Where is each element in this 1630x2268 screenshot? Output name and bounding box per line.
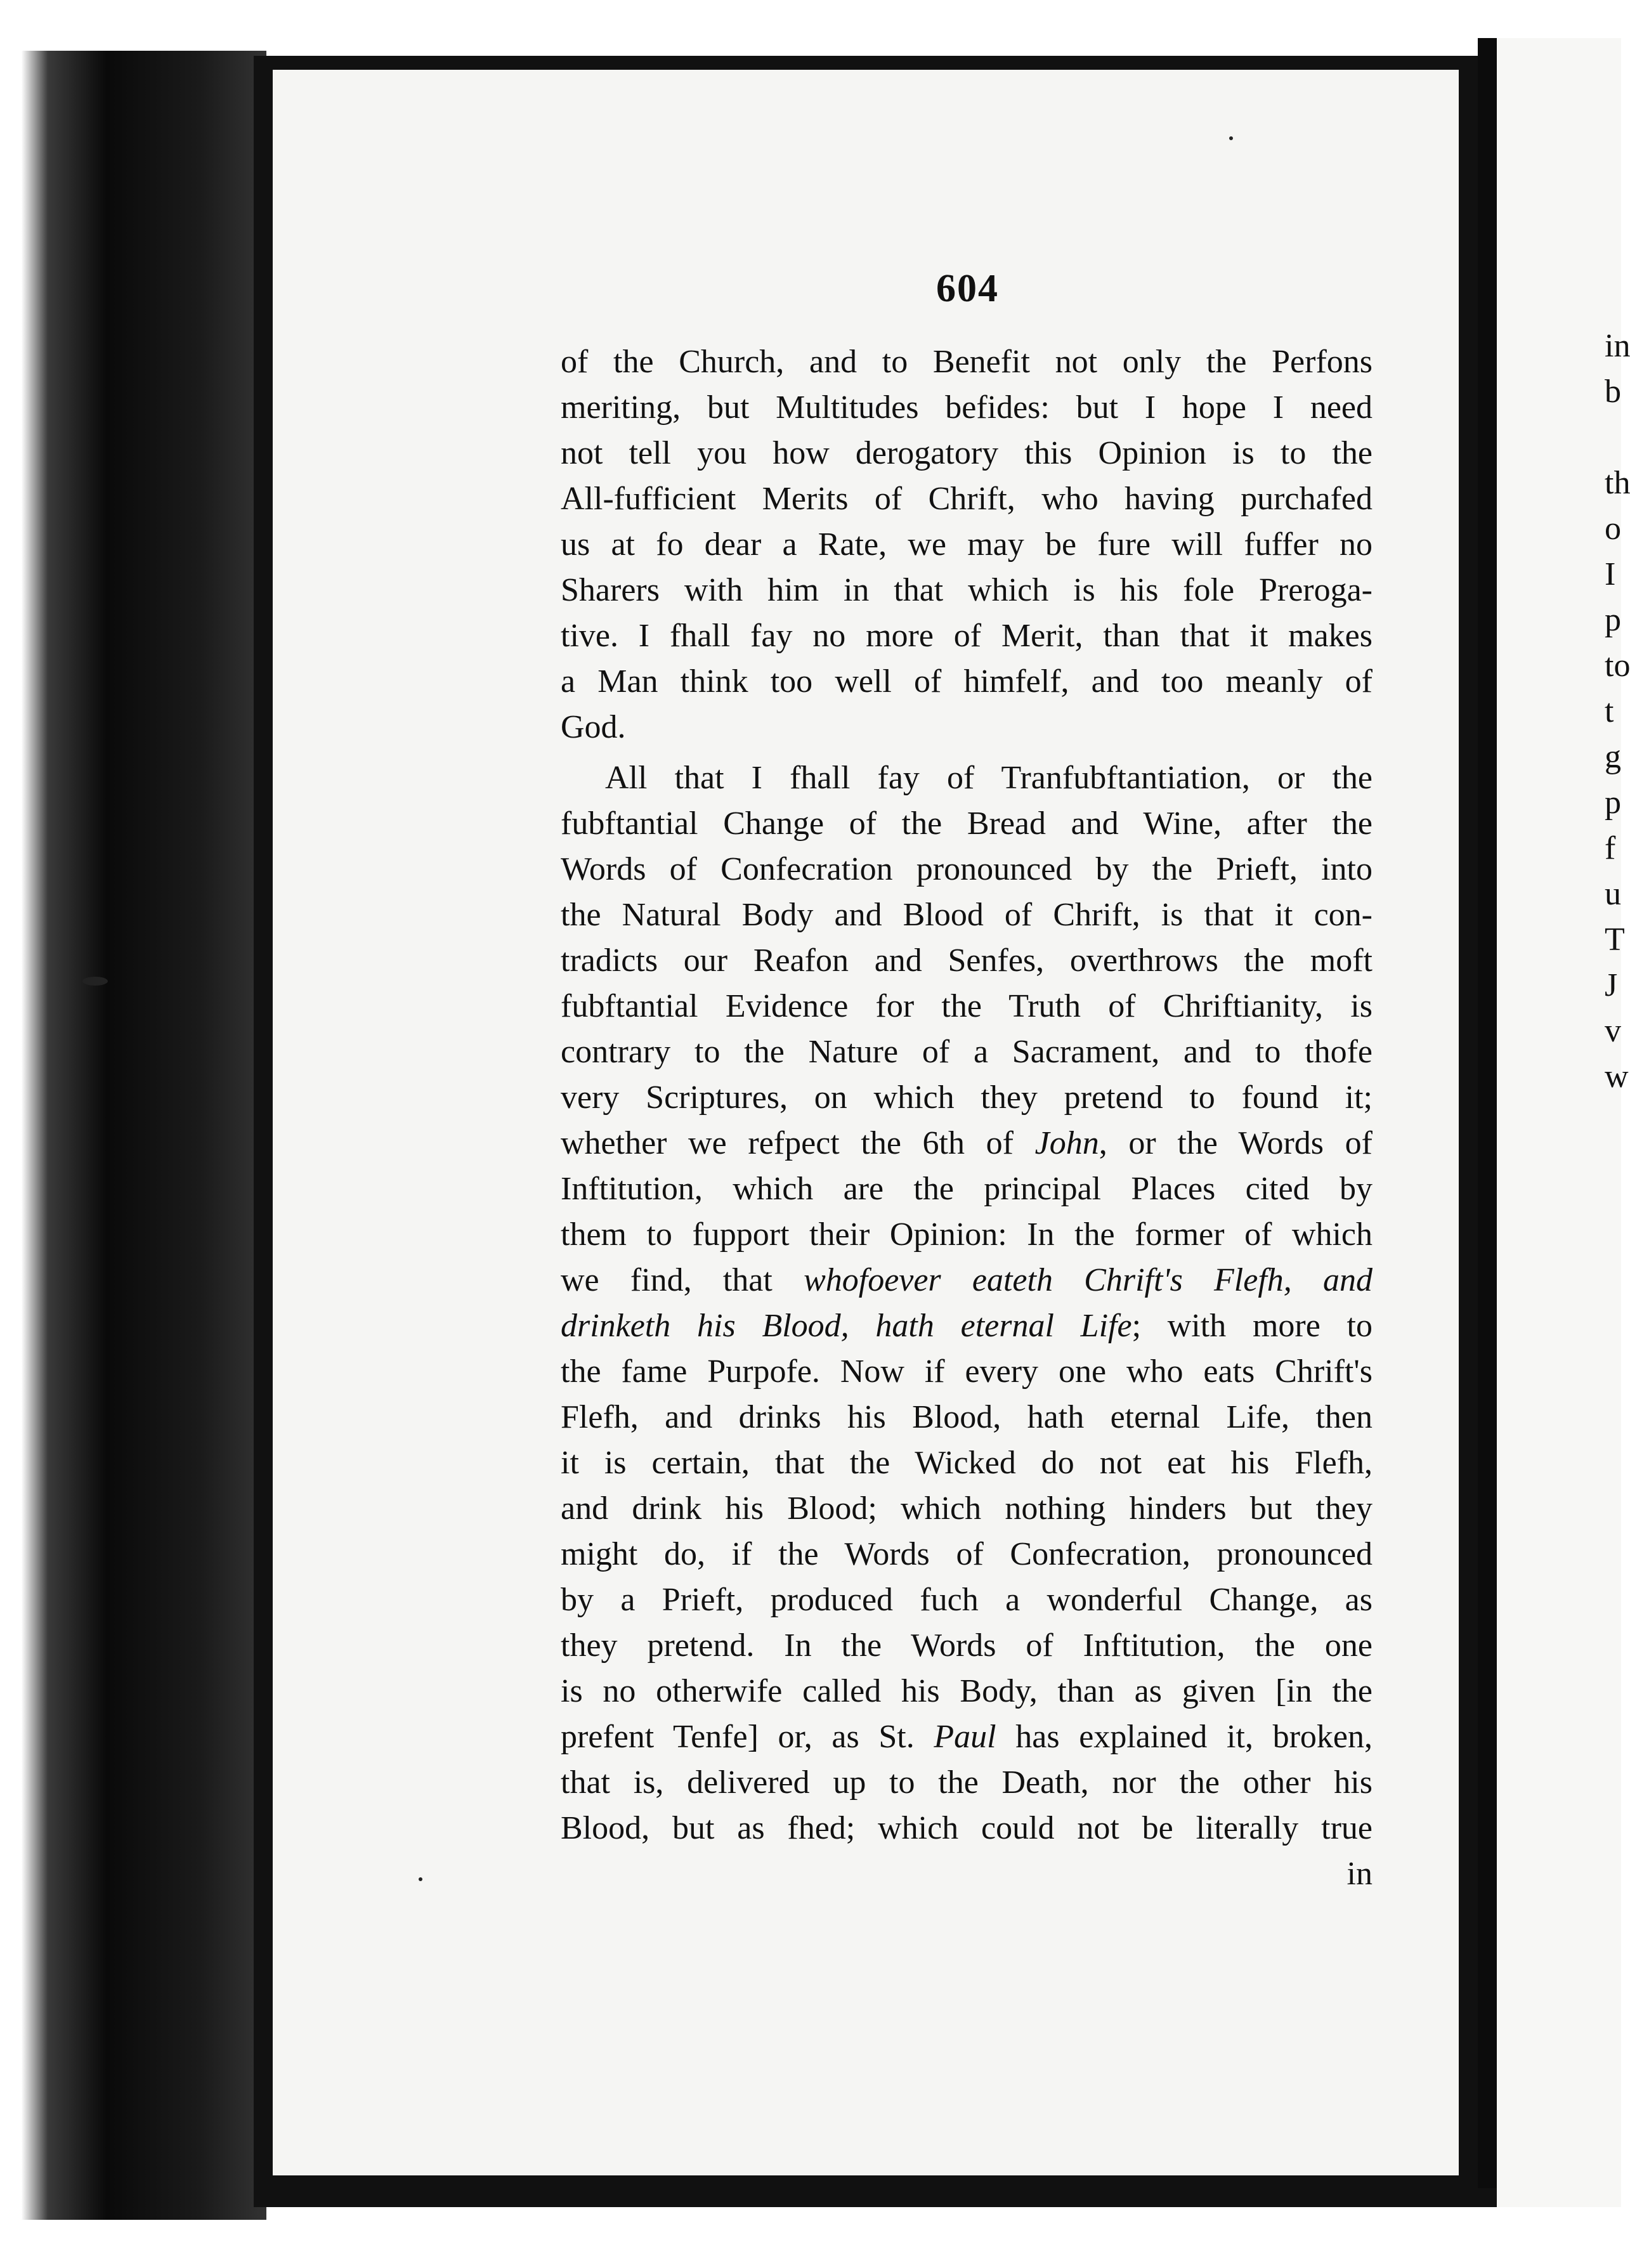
text-line: by a Prieft, produced fuch a wonderful Change, as: [561, 1582, 1372, 1618]
text-line: tive. I fhall fay no more of Merit, than that it makes: [561, 618, 1372, 654]
italic-run: whofoever eateth Chrift's Flefh, and: [804, 1262, 1372, 1298]
text-line: Sharers with him in that which is his fole Preroga-: [561, 572, 1372, 608]
text-line: of the Church, and to Benefit not only the Perfons: [561, 344, 1372, 380]
facing-page-fragment: t: [1605, 693, 1614, 729]
bottom-edge: [254, 2188, 1497, 2207]
facing-page-fragment: I: [1605, 556, 1616, 592]
text-line: it is certain, that the Wicked do not eat his Flefh,: [561, 1445, 1372, 1481]
text-line: All that I fhall fay of Tranfubftantiation, or the: [605, 760, 1372, 796]
text-run: prefent Tenfe] or, as St.: [561, 1719, 934, 1755]
facing-page-fragment: in: [1605, 328, 1630, 364]
text-line: tradicts our Reafon and Senfes, overthrows the moft: [561, 942, 1372, 979]
text-line: Flefh, and drinks his Blood, hath eternal Life, then: [561, 1399, 1372, 1435]
text-line: meriting, but Multitudes befides: but I hope I need: [561, 389, 1372, 426]
text-line: [561, 1303, 1372, 1349]
facing-page-fragment: v: [1605, 1013, 1621, 1049]
text-line: them to fupport their Opinion: In the former of which: [561, 1216, 1372, 1253]
ink-speck: [419, 1877, 422, 1881]
text-run: we find, that: [561, 1262, 804, 1298]
text-line: might do, if the Words of Confecration, pronounced: [561, 1536, 1372, 1572]
text-line: Blood, but as fhed; which could not be literally true: [561, 1810, 1372, 1846]
text-line: Inftitution, which are the principal Places cited by: [561, 1171, 1372, 1207]
body-text: [561, 339, 1372, 1897]
text-run: ; with more to: [1131, 1308, 1372, 1344]
text-line: they pretend. In the Words of Inftitution, the one: [561, 1627, 1372, 1664]
page-number: 604: [936, 267, 999, 310]
ink-speck: [82, 977, 108, 986]
text-line: God.: [561, 709, 626, 745]
text-line: a Man think too well of himfelf, and too meanly of: [561, 663, 1372, 700]
facing-page-fragment: T: [1605, 922, 1625, 958]
facing-page-fragment: o: [1605, 511, 1621, 547]
catchword: in: [1346, 1856, 1372, 1892]
text-line: very Scriptures, on which they pretend to found it;: [561, 1079, 1372, 1116]
text-line: [561, 1258, 1372, 1303]
facing-page-fragment: to: [1605, 648, 1630, 684]
text-line: and drink his Blood; which nothing hinders but they: [561, 1490, 1372, 1527]
text-line: the Natural Body and Blood of Chrift, is that it con-: [561, 897, 1372, 933]
italic-run: drinketh his Blood, hath eternal Life: [561, 1308, 1132, 1344]
text-line: All-fufficient Merits of Chrift, who having purchafed: [561, 481, 1372, 517]
facing-page-fragment: g: [1605, 739, 1621, 775]
facing-page: [1497, 38, 1630, 2207]
facing-page-fragment: J: [1605, 967, 1618, 1003]
italic-run: John: [1034, 1125, 1099, 1161]
facing-page-fragment: u: [1605, 876, 1621, 912]
facing-page-fragment: th: [1605, 465, 1630, 501]
ink-speck: [1229, 136, 1233, 140]
facing-page-fragment: [1497, 415, 1621, 460]
text-line: contrary to the Nature of a Sacrament, and to thofe: [561, 1034, 1372, 1070]
text-run: whether we refpect the 6th of: [561, 1125, 1035, 1161]
facing-page-fragment: p: [1605, 785, 1621, 821]
text-line: Words of Confecration pronounced by the Prieft, into: [561, 851, 1372, 887]
text-line: not tell you how derogatory this Opinion is to the: [561, 435, 1372, 471]
text-line: [561, 1121, 1372, 1166]
text-line: fubftantial Evidence for the Truth of Chriftianity, is: [561, 988, 1372, 1024]
text-line: that is, delivered up to the Death, nor the other his: [561, 1764, 1372, 1801]
text-line: fubftantial Change of the Bread and Wine, after the: [561, 805, 1372, 842]
text-line: the fame Purpofe. Now if every one who eats Chrift's: [561, 1353, 1372, 1390]
facing-page-fragment: w: [1605, 1059, 1629, 1095]
text-line: us at fo dear a Rate, we may be fure will fuffer no: [561, 526, 1372, 563]
facing-page-fragment: p: [1605, 602, 1621, 638]
text-run: , or the Words of: [1099, 1125, 1372, 1161]
text-line: [561, 1714, 1372, 1760]
book-spine-shadow: [0, 51, 266, 2220]
text-run: has explained it, broken,: [996, 1719, 1372, 1755]
italic-run: Paul: [934, 1719, 996, 1755]
gutter-divider: [1478, 38, 1497, 2207]
text-line: is no otherwife called his Body, than as given [in the: [561, 1673, 1372, 1709]
facing-page-fragment: f: [1605, 830, 1616, 866]
facing-page-fragment: b: [1605, 374, 1621, 410]
